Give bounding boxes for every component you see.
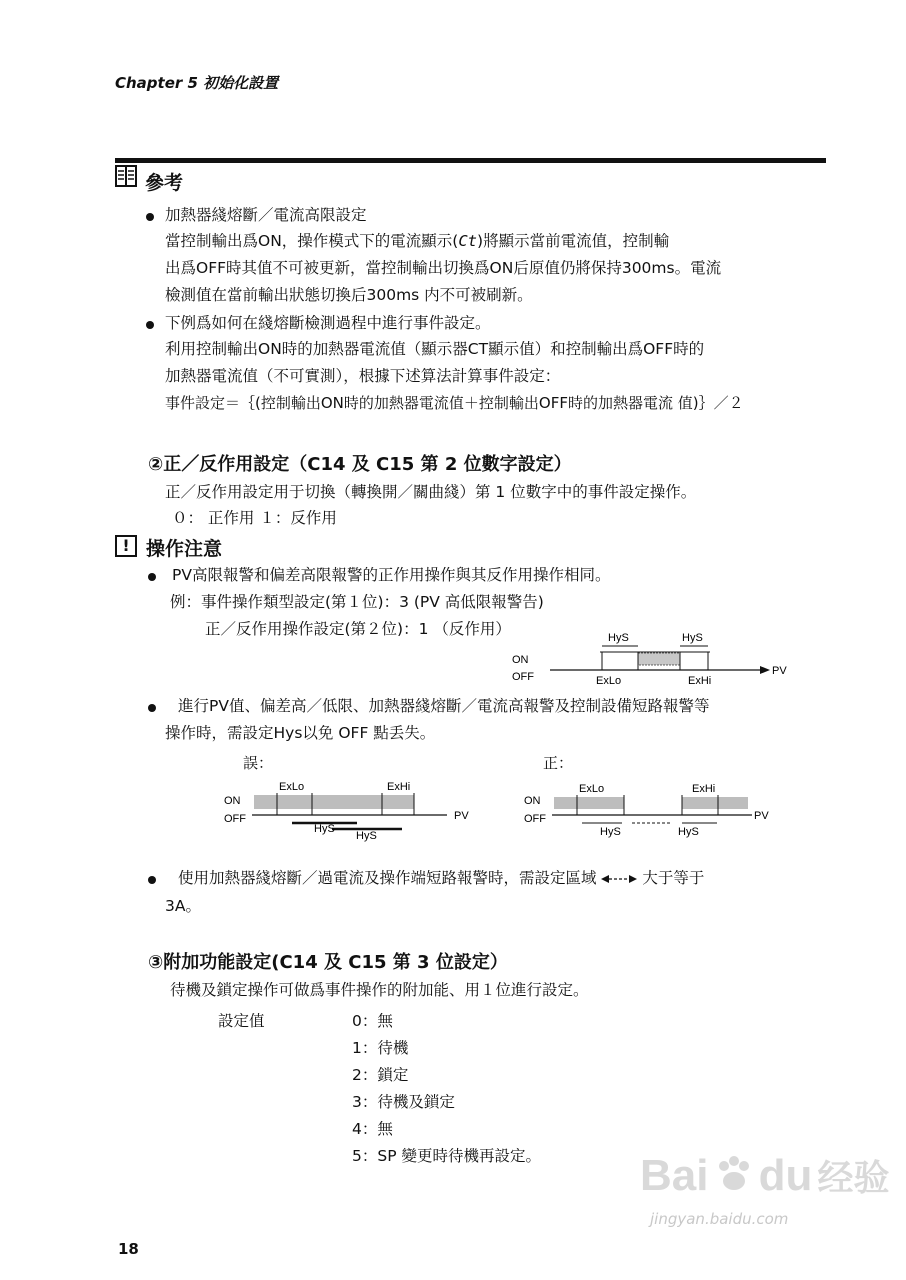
bullet-dot: [146, 321, 154, 329]
right-label: 正：: [543, 754, 574, 772]
book-icon: [115, 165, 137, 187]
reference-text: 當控制輸出爲ON，操作模式下的電流顯示(: [165, 232, 459, 250]
reference-item-title: 加熱器綫熔斷／電流高限設定: [165, 206, 367, 224]
hys-label: HyS: [314, 823, 335, 835]
reference-item-line: 利用控制輸出ON時的加熱器電流值（顯示器CT顯示值）和控制輸出爲OFF時的: [165, 340, 705, 358]
wrong-hysteresis-diagram: [222, 775, 492, 845]
reference-title: 參考: [145, 172, 184, 194]
caution-example: 正／反作用操作設定(第２位)：1 （反作用）: [205, 620, 511, 638]
setting-option: 4：無: [352, 1120, 393, 1138]
on-label: ON: [524, 795, 541, 807]
setting-option: 1：待機: [352, 1039, 409, 1057]
chapter-header: Chapter 5 初始化設置: [115, 74, 279, 92]
on-label: ON: [512, 654, 529, 666]
off-label: OFF: [524, 813, 546, 825]
off-label: OFF: [224, 813, 246, 825]
caution-title: 操作注意: [146, 538, 223, 560]
reference-item-line: 出爲OFF時其值不可被更新，當控制輸出切換爲ON后原值仍將保持300ms。電流: [165, 259, 722, 277]
caution-text: [178, 865, 704, 892]
watermark-brand: Bai: [640, 1151, 709, 1200]
watermark-url: jingyan.baidu.com: [650, 1210, 789, 1228]
on-label: ON: [224, 795, 241, 807]
correct-hysteresis-diagram: [522, 775, 792, 845]
reference-item-line: 事件設定＝｛(控制輸出ON時的加熱器電流值＋控制輸出OFF時的加熱器電流 值)｝／２: [165, 394, 744, 412]
caution-text: 進行PV值、偏差高／低限、加熱器綫熔斷／電流高報警及控制設備短路報警等: [178, 697, 710, 715]
setting-option: 5：SP 變更時待機再設定。: [352, 1147, 541, 1165]
section2-options: ０： 正作用 １：反作用: [172, 509, 337, 527]
bullet-dot: [148, 704, 156, 712]
bullet-dot: [146, 213, 154, 221]
reference-item-line: [165, 228, 669, 255]
exlo-label: ExLo: [596, 675, 622, 687]
arrow-right-icon: [760, 666, 770, 674]
baidu-watermark: [640, 1150, 890, 1201]
hysteresis-band: [638, 653, 680, 665]
ct-display-glyph: Ct: [458, 232, 478, 250]
watermark-brand: du: [758, 1151, 813, 1200]
setting-value-label: 設定值: [218, 1012, 265, 1030]
bullet-dot: [148, 876, 156, 884]
hys-label: HyS: [600, 826, 621, 838]
hys-label: HyS: [608, 632, 629, 644]
pv-label: PV: [754, 810, 769, 822]
hysteresis-band: [682, 797, 748, 809]
hys-label: HyS: [356, 830, 377, 842]
caution-text: 操作時，需設定Hys以免 OFF 點丢失。: [165, 724, 436, 742]
caution-text-part: 大于等于: [642, 869, 705, 887]
pv-label: PV: [772, 665, 787, 677]
reverse-action-diagram: [510, 630, 790, 690]
section2-text: 正／反作用設定用于切換（轉換開／關曲綫）第 1 位數字中的事件設定操作。: [165, 483, 697, 501]
setting-option: 0：無: [352, 1012, 393, 1030]
wrong-label: 誤：: [243, 754, 274, 772]
reference-item-line: 加熱器電流值（不可實測），根據下述算法計算事件設定：: [165, 367, 561, 385]
hys-label: HyS: [678, 826, 699, 838]
section3-intro: 待機及鎖定操作可做爲事件操作的附加能、用１位進行設定。: [170, 981, 589, 999]
hysteresis-band: [254, 795, 414, 809]
pv-label: PV: [454, 810, 469, 822]
bullet-dot: [148, 573, 156, 581]
reference-item-title: 下例爲如何在綫熔斷檢測過程中進行事件設定。: [165, 314, 491, 332]
exlo-label: ExLo: [279, 781, 305, 793]
exhi-label: ExHi: [688, 675, 712, 687]
watermark-brand-cn: 经验: [817, 1158, 890, 1199]
caution-icon: !: [115, 535, 137, 557]
reference-item-line: 檢測值在當前輸出狀態切換后300ms 内不可被刷新。: [165, 286, 533, 304]
range-arrow-icon: [601, 873, 637, 885]
section2-title: ②正／反作用設定（C14 及 C15 第 2 位數字設定）: [148, 454, 572, 475]
reference-text: )將顯示當前電流值，控制輸: [477, 232, 670, 250]
off-label: OFF: [512, 671, 534, 683]
section3-title: ③附加功能設定(C14 及 C15 第 3 位設定）: [148, 952, 508, 973]
caution-text-part: 使用加熱器綫熔斷／過電流及操作端短路報警時，需設定區域: [178, 869, 597, 887]
setting-option: 2：鎖定: [352, 1066, 409, 1084]
hys-label: HyS: [682, 632, 703, 644]
section-divider: [115, 158, 826, 163]
page-number: 18: [118, 1240, 139, 1258]
paw-icon: [714, 1154, 754, 1194]
caution-example: 例：事件操作類型設定(第１位)：3 (PV 高低限報警告): [170, 593, 544, 611]
exlo-label: ExLo: [579, 783, 605, 795]
hysteresis-band: [554, 797, 624, 809]
exhi-label: ExHi: [387, 781, 411, 793]
setting-option: 3：待機及鎖定: [352, 1093, 455, 1111]
caution-text: PV高限報警和偏差高限報警的正作用操作與其反作用操作相同。: [172, 566, 611, 584]
exhi-label: ExHi: [692, 783, 716, 795]
caution-text: 3A。: [165, 897, 201, 915]
